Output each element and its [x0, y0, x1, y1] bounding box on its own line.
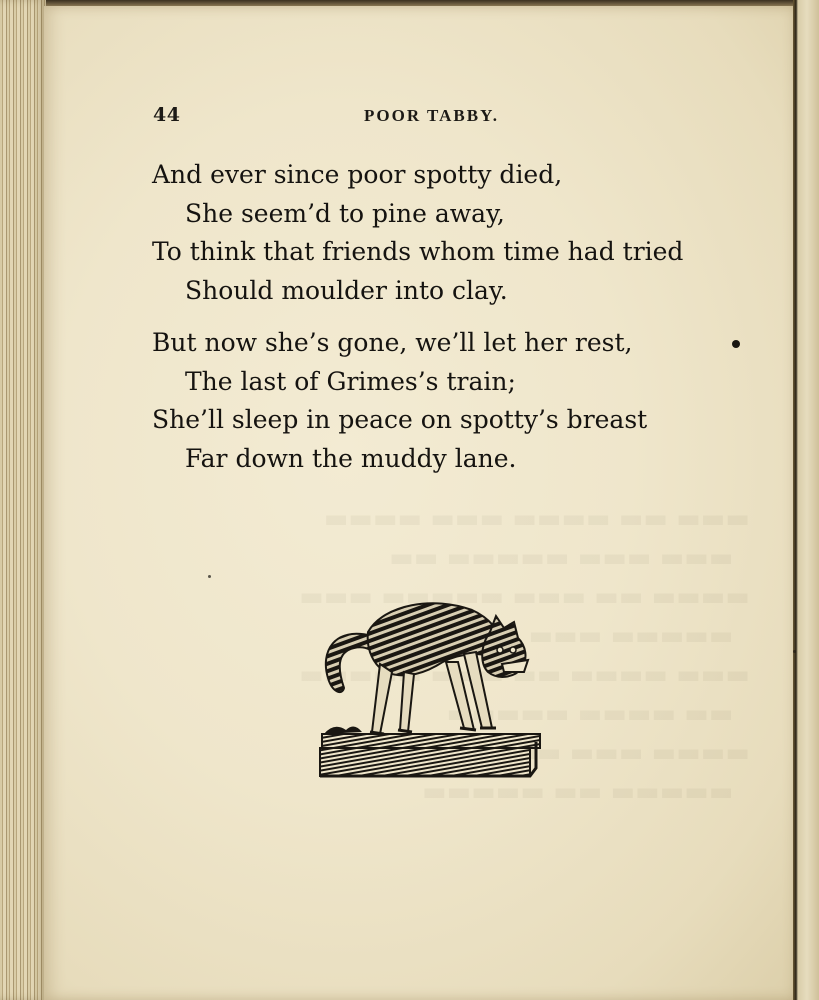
poem-line: The last of Grimes’s train; — [185, 366, 516, 396]
poem-line: To think that friends whom time had tried — [152, 237, 684, 266]
ink-speck — [793, 650, 796, 653]
poem-line: And ever since poor spotty died, — [152, 160, 563, 189]
stacked-page-edges — [0, 0, 46, 1000]
stanza — [152, 324, 683, 478]
woodcut-cat-on-bench-icon — [314, 592, 546, 784]
bench — [320, 726, 540, 776]
poem-line: She’ll sleep in peace on spotty’s breast — [152, 405, 648, 434]
poem — [152, 156, 683, 478]
poem-line: Should moulder into clay. — [185, 275, 508, 305]
poem-line: But now she’s gone, we’ll let her rest, — [152, 328, 633, 357]
poem-line: Far down the muddy lane. — [185, 443, 517, 473]
ink-speck — [732, 340, 740, 348]
stanza — [152, 156, 683, 310]
page-number: 44 — [153, 104, 181, 126]
running-head: POOR TABBY. — [364, 106, 500, 125]
ink-speck — [208, 575, 211, 578]
poem-line: She seem’d to pine away, — [185, 198, 505, 228]
book-spine-edge — [793, 0, 819, 1000]
